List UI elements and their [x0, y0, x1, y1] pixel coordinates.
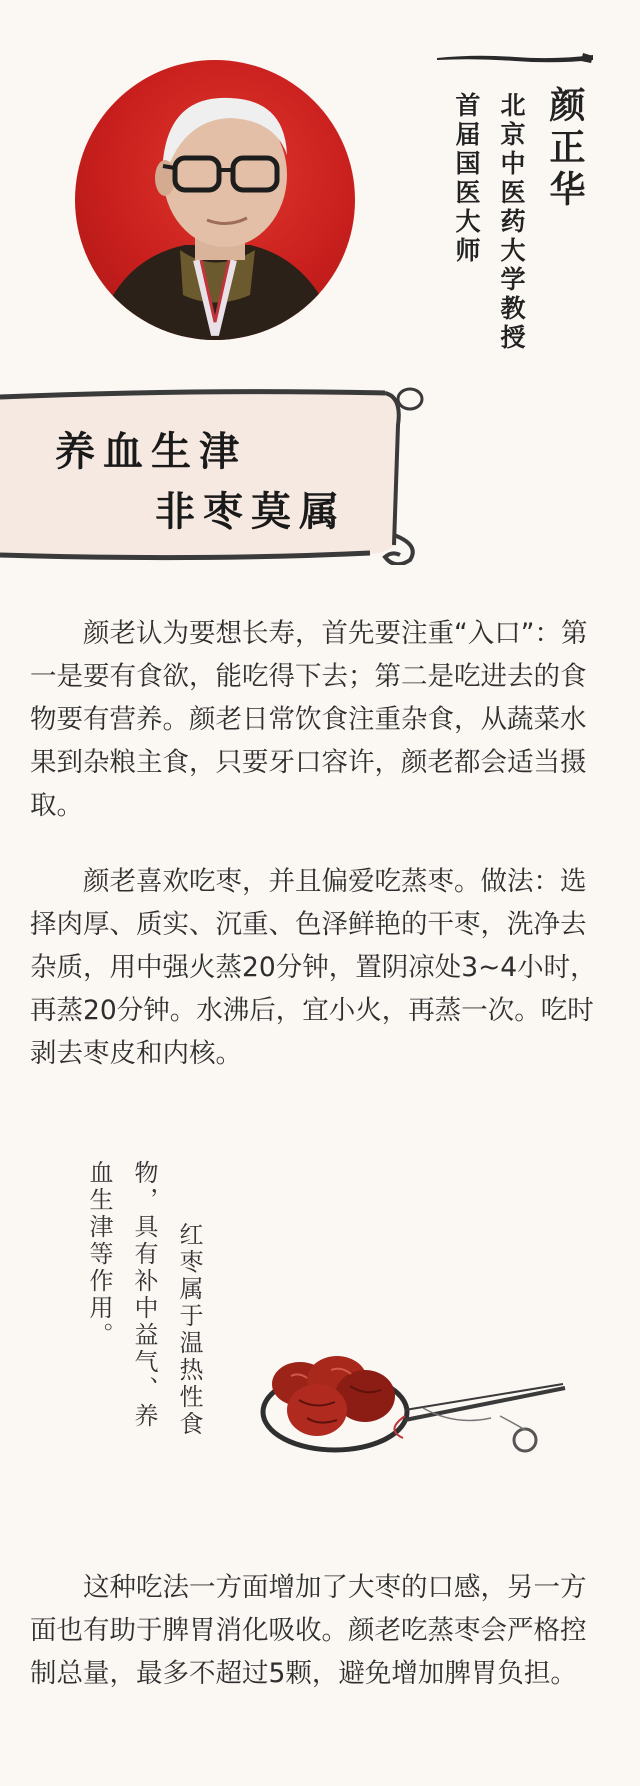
person-name: 颜正华 [544, 86, 586, 212]
person-title-honor: 首届国医大师 [452, 92, 481, 266]
red-dates-illustration [255, 1330, 580, 1480]
paragraph-steamed-dates-method: 颜老喜欢吃枣，并且偏爱吃蒸枣。做法：选择肉厚、质实、沉重、色泽鲜艳的干枣，洗净去杂质，用中强火蒸20分钟，置阴凉处3~4小时，再蒸20分钟。水沸后，宜小火，再蒸一次。吃时剥去枣皮和内核。 [30, 866, 597, 1069]
paragraph-diet-principle: 颜老认为要想长寿，首先要注重“入口”：第一是要有食欲，能吃得下去；第二是吃进去的食物要有营养。颜老日常饮食注重杂食，从蔬菜水果到杂粮主食，只要牙口容许，颜老都会适当摄取。 [30, 618, 588, 821]
paragraph-benefits: 这种吃法一方面增加了大枣的口感，另一方面也有助于脾胃消化吸收。颜老吃蒸枣会严格控制总量，最多不超过5颗，避免增加脾胃负担。 [30, 1572, 587, 1689]
note-column-3: 血生津等作用。 [85, 1160, 113, 1349]
brush-stroke-decoration [435, 48, 595, 68]
banner-heading-line2: 非枣莫属 [155, 488, 347, 535]
note-column-1: 红枣属于温热性食 [175, 1222, 203, 1438]
person-title-university: 北京中医药大学教授 [497, 92, 526, 353]
portrait-photo [75, 60, 355, 340]
note-column-2: 物，具有补中益气、养 [130, 1160, 158, 1430]
banner-heading-line1: 养血生津 [55, 428, 247, 475]
